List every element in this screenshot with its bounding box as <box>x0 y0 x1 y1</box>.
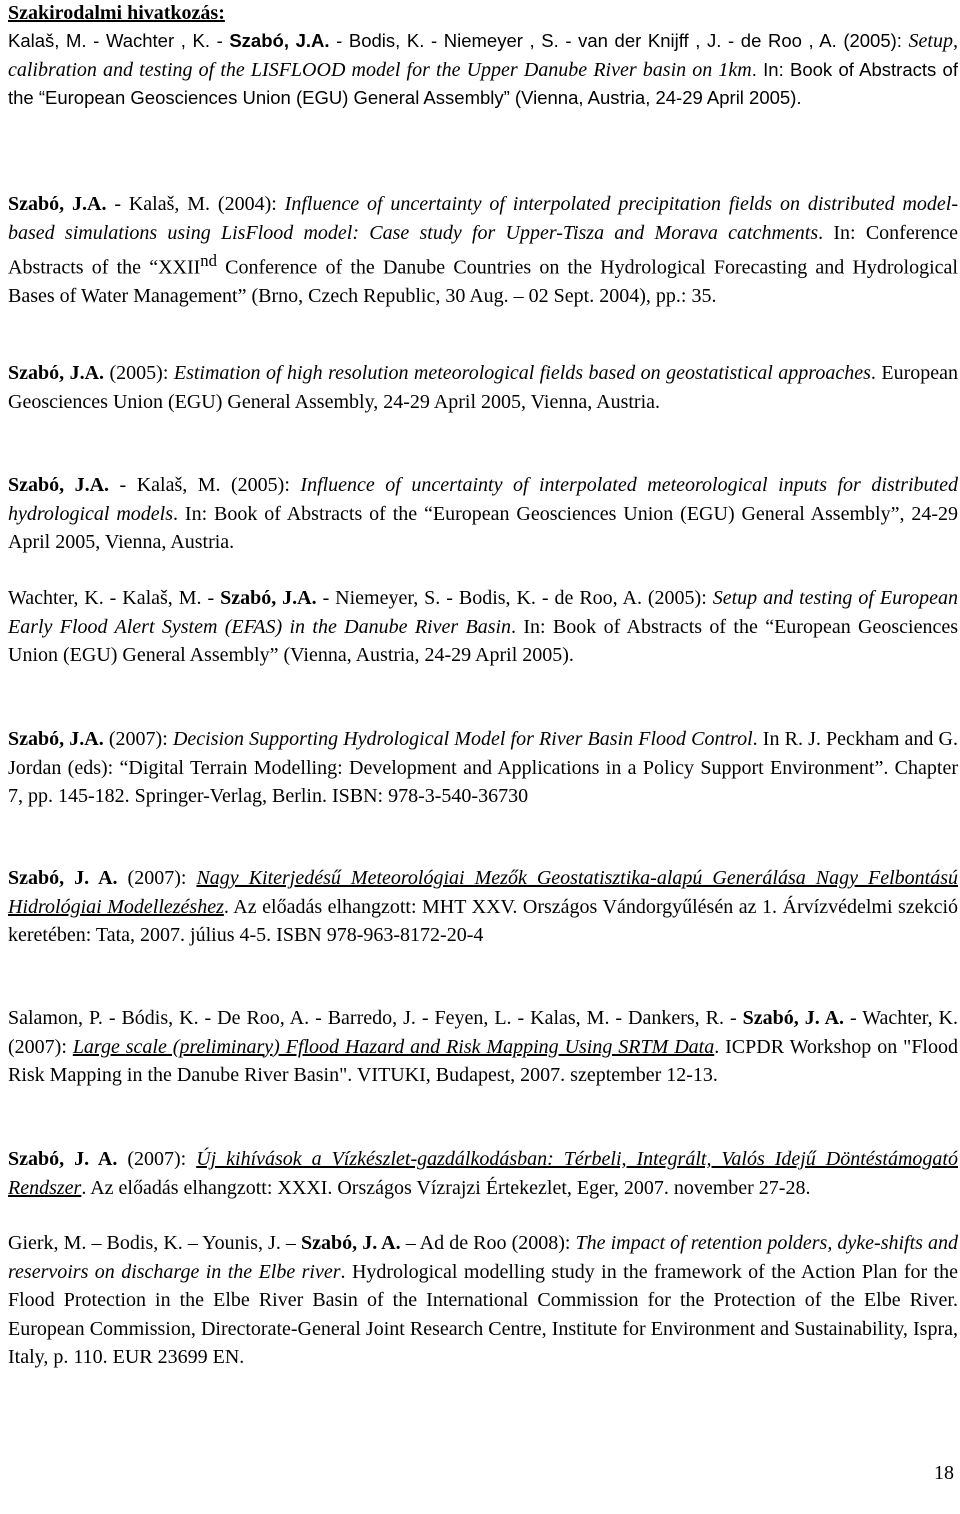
reference-5 <box>8 584 958 670</box>
ref-source: . Az előadás elhangzott: XXXI. Országos Vízrajzi Értekezlet, Eger, 2007. november 27-28. <box>81 1176 811 1199</box>
ref-title: Large scale (preliminary) Fflood Hazard and Risk Mapping Using SRTM Data <box>72 1035 715 1058</box>
ref-source: . In R. J. Peckham and G. Jordan (eds): “Digital Terrain Modelling: Development and Applications in a Policy Support Environment”. Chapter 7, pp. 145-182. Springer-Verlag, Berlin. ISBN: 978-3-540-36730 <box>8 728 959 807</box>
section-heading: Szakirodalmi hivatkozás: <box>8 2 225 24</box>
ref-source: . In: Book of Abstracts of the “European Geosciences Union (EGU) General Assembly”, 24-29 April 2005, Vienna, Austria. <box>8 502 959 553</box>
ref-title: Influence of uncertainty of interpolated precipitation fields on distributed model-based simulations using LisFlood model: Case study for Upper-Tisza and Morava catchments <box>8 193 958 244</box>
ref-title: Setup, calibration and testing of the LISFLOOD model for the Upper Danube River basin on 1km <box>8 30 958 81</box>
reference-8 <box>8 1004 958 1090</box>
ref-authors-continued: - Wachter, K. (2007): <box>8 1007 958 1058</box>
ref-source: . In: Conference Abstracts of the “XXII <box>8 221 958 279</box>
ref-superscript: nd <box>200 251 217 270</box>
ref-source-continued: Conference of the Danube Countries on the Hydrological Forecasting and Hydrological Bases of Water Management” (Brno, Czech Republic, 30 Aug. – 02 Sept. 2004), pp.: 35. <box>8 256 958 308</box>
ref-highlighted-author: Szabó, J. A. <box>301 1232 401 1254</box>
ref-authors-continued: - Kalaš, M. (2005): <box>109 474 301 496</box>
ref-title: Decision Supporting Hydrological Model for River Basin Flood Control <box>172 728 753 750</box>
ref-title: Új kihívások a Vízkészlet-gazdálkodásban: Térbeli, Integrált, Valós Idejű Döntéstámogató Rendszer <box>8 1148 958 1199</box>
ref-highlighted-author: Szabó, J.A. <box>229 30 330 51</box>
ref-source: . Az előadás elhangzott: MHT XXV. Országos Vándorgyűlésén az 1. Árvízvédelmi szekció keretében: Tata, 2007. július 4-5. ISBN 978-963-8172-20-4 <box>8 895 959 946</box>
ref-highlighted-author: Szabó, J. A. <box>8 1148 118 1170</box>
ref-authors: Salamon, P. - Bódis, K. - De Roo, A. - Barredo, J. - Feyen, L. - Kalas, M. - Dankers, R. - <box>8 1007 743 1029</box>
ref-highlighted-author: Szabó, J.A. <box>8 193 107 215</box>
ref-authors-continued: - Bodis, K. - Niemeyer , S. - van der Knijff , J. - de Roo , A. (2005): <box>329 30 909 51</box>
ref-highlighted-author: Szabó, J.A. <box>8 728 104 750</box>
ref-title: Nagy Kiterjedésű Meteorológiai Mezők Geostatisztika-alapú Generálása Nagy Felbontású Hidrológiai Modellezéshez <box>8 867 958 918</box>
ref-source: . Hydrological modelling study in the framework of the Action Plan for the Flood Protection in the Elbe River Basin of the International Commission for the Protection of the Elbe River. European Commission, Directorate-General Joint Research Centre, Institute for Environment and Sustainability, Ispra, Italy, p. 110. EUR 23699 EN. <box>8 1260 958 1368</box>
ref-highlighted-author: Szabó, J.A. <box>8 362 105 384</box>
ref-authors-continued: - Niemeyer, S. - Bodis, K. - de Roo, A. (2005): <box>316 587 713 609</box>
reference-9 <box>8 1145 958 1202</box>
reference-10 <box>8 1229 958 1372</box>
ref-authors-continued: (2005): <box>104 362 174 384</box>
ref-authors-continued: - Kalaš, M. (2004): <box>106 193 285 215</box>
ref-title: Influence of uncertainty of interpolated meteorological inputs for distributed hydrological models <box>8 474 958 525</box>
reference-1 <box>8 27 958 113</box>
ref-source: . ICPDR Workshop on "Flood Risk Mapping in the Danube River Basin". VITUKI, Budapest, 2007. szeptember 12-13. <box>8 1035 958 1086</box>
ref-source: . In: Book of Abstracts of the “European Geosciences Union (EGU) General Assembly” (Vienna, Austria, 24-29 April 2005). <box>8 58 958 108</box>
reference-2 <box>8 190 958 311</box>
ref-title: Setup and testing of European Early Flood Alert System (EFAS) in the Danube River Basin <box>8 587 958 638</box>
ref-authors-continued: (2007): <box>117 1148 197 1170</box>
ref-authors-continued: (2007): <box>117 867 197 889</box>
ref-source: . European Geosciences Union (EGU) General Assembly, 24-29 April 2005, Vienna, Austria. <box>8 362 958 413</box>
ref-authors: Wachter, K. - Kalaš, M. - <box>8 587 221 609</box>
reference-4 <box>8 471 958 557</box>
ref-highlighted-author: Szabó, J. A. <box>742 1007 845 1029</box>
ref-authors-continued: (2007): <box>103 728 173 750</box>
reference-3 <box>8 359 958 416</box>
ref-highlighted-author: Szabó, J.A. <box>220 587 317 609</box>
page-number: 18 <box>934 1462 954 1484</box>
ref-highlighted-author: Szabó, J. A. <box>8 867 118 889</box>
ref-title: The impact of retention polders, dyke-shifts and reservoirs on discharge in the Elbe river <box>8 1232 959 1283</box>
ref-source: . In: Book of Abstracts of the “European Geosciences Union (EGU) General Assembly” (Vienna, Austria, 24-29 April 2005). <box>8 615 958 666</box>
ref-highlighted-author: Szabó, J.A. <box>8 474 110 496</box>
ref-authors-continued: – Ad de Roo (2008): <box>400 1232 576 1254</box>
reference-7 <box>8 864 958 950</box>
ref-authors: Kalaš, M. - Wachter , K. - <box>8 30 230 51</box>
reference-6 <box>8 725 958 811</box>
ref-authors: Gierk, M. – Bodis, K. – Younis, J. – <box>8 1232 301 1254</box>
ref-title: Estimation of high resolution meteorological fields based on geostatistical approaches <box>173 362 871 384</box>
